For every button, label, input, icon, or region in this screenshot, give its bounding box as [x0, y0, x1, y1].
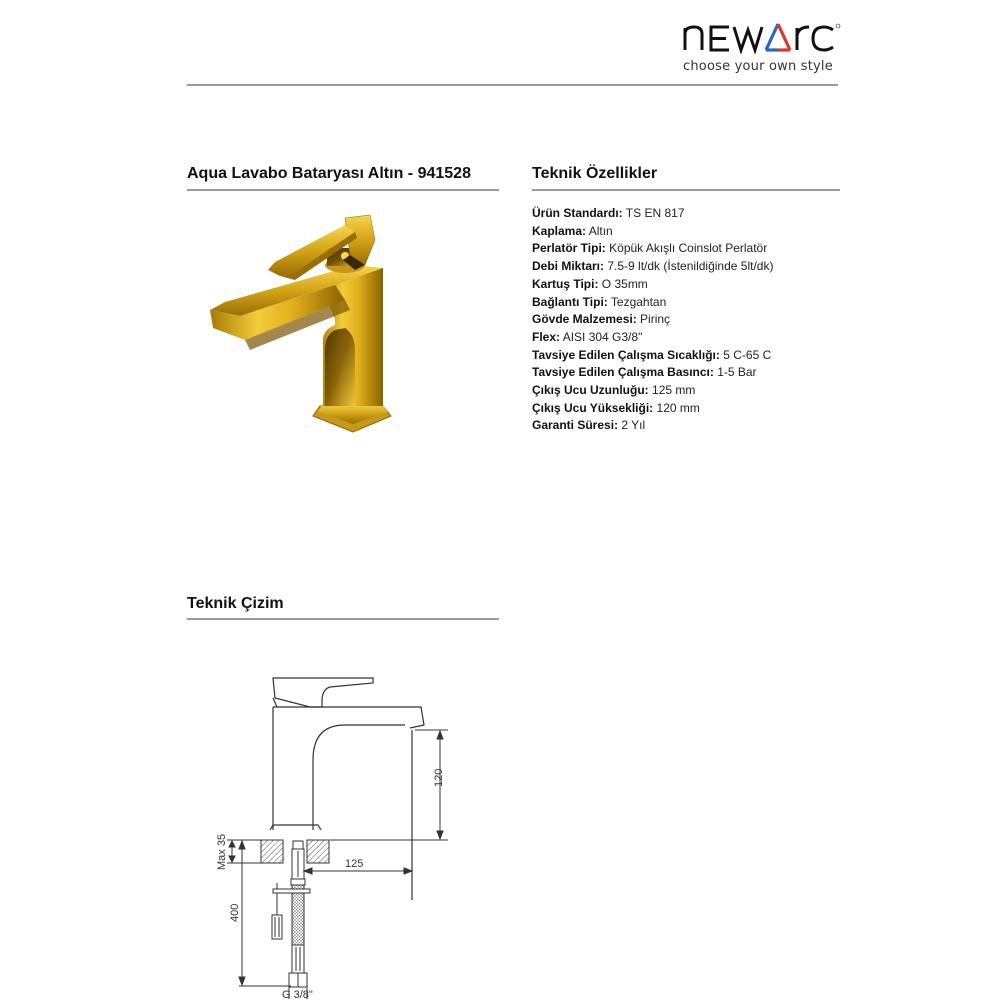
- product-image: [205, 210, 415, 435]
- spec-label: Debi Miktarı:: [532, 259, 605, 274]
- spec-value: Tezgahtan: [610, 294, 667, 309]
- dim-height-label: 120: [433, 768, 445, 787]
- spec-value: AISI 304 G3/8": [562, 329, 643, 344]
- spec-value: 125 mm: [652, 383, 696, 398]
- spec-row: [532, 276, 773, 294]
- dim-thread-label: G 3/8": [282, 989, 313, 1000]
- gold-faucet-icon: [205, 210, 415, 435]
- spec-row: [532, 294, 773, 312]
- dim-arrow-down: [437, 831, 443, 839]
- spec-label: Tavsiye Edilen Çalışma Basıncı:: [532, 365, 714, 380]
- faucet-technical-drawing-icon: [205, 665, 465, 1000]
- spec-label: Perlatör Tipi:: [532, 241, 606, 256]
- spec-label: Çıkış Ucu Uzunluğu:: [532, 383, 649, 398]
- spec-label: Tavsiye Edilen Çalışma Sıcaklığı:: [532, 347, 720, 362]
- spec-value: 7.5-9 lt/dk (İstenildiğinde 5lt/dk): [607, 259, 774, 274]
- spec-value: Altın: [588, 223, 613, 238]
- specs-list: [532, 205, 773, 435]
- specs-heading: Teknik Özellikler: [532, 165, 658, 182]
- spec-row: [532, 258, 773, 276]
- spec-label: Gövde Malzemesi:: [532, 312, 637, 327]
- spec-row: [532, 364, 773, 382]
- dim-length-label: 125: [345, 858, 364, 870]
- spec-row: [532, 417, 773, 435]
- dim-flex-label: 400: [229, 903, 241, 922]
- spec-value: O 35mm: [601, 276, 648, 291]
- spec-label: Flex:: [532, 329, 561, 344]
- spec-row: [532, 223, 773, 241]
- spec-label: Çıkış Ucu Yüksekliği:: [532, 400, 654, 415]
- brand-tagline: choose your own style: [683, 59, 833, 74]
- spec-value: 5 C-65 C: [723, 347, 772, 362]
- spec-value: TS EN 817: [625, 206, 685, 220]
- specs-heading-divider: [532, 189, 840, 191]
- spec-label: Kartuş Tipi:: [532, 276, 599, 291]
- spec-value: Köpük Akışlı Coinslot Perlatör: [609, 241, 768, 256]
- spec-row: [532, 400, 773, 418]
- spec-row: [532, 205, 773, 223]
- header-divider: [187, 84, 838, 86]
- spec-value: Pirinç: [640, 312, 671, 327]
- dim-max-label: Max 35: [216, 833, 228, 870]
- spec-label: Kaplama:: [532, 223, 587, 238]
- spec-label: Garanti Süresi:: [532, 418, 619, 433]
- technical-drawing: [205, 665, 465, 1000]
- spec-row: [532, 240, 773, 258]
- drawing-heading-divider: [187, 618, 499, 620]
- newarc-logo-icon: [683, 14, 843, 54]
- spec-value: 2 Yıl: [621, 418, 646, 433]
- spec-label: Ürün Standardı:: [532, 206, 623, 220]
- drawing-heading: Teknik Çizim: [187, 595, 284, 612]
- brand-logo: [683, 14, 843, 74]
- product-title: Aqua Lavabo Bataryası Altın - 941528: [187, 165, 471, 182]
- spec-row: [532, 311, 773, 329]
- spec-value: 1-5 Bar: [717, 365, 757, 380]
- spec-row: [532, 347, 773, 365]
- spec-row: [532, 382, 773, 400]
- dim-arrow-up: [437, 731, 443, 739]
- spec-label: Bağlantı Tipi:: [532, 294, 608, 309]
- spec-value: 120 mm: [656, 400, 700, 415]
- spec-row: [532, 329, 773, 347]
- product-title-divider: [187, 189, 499, 191]
